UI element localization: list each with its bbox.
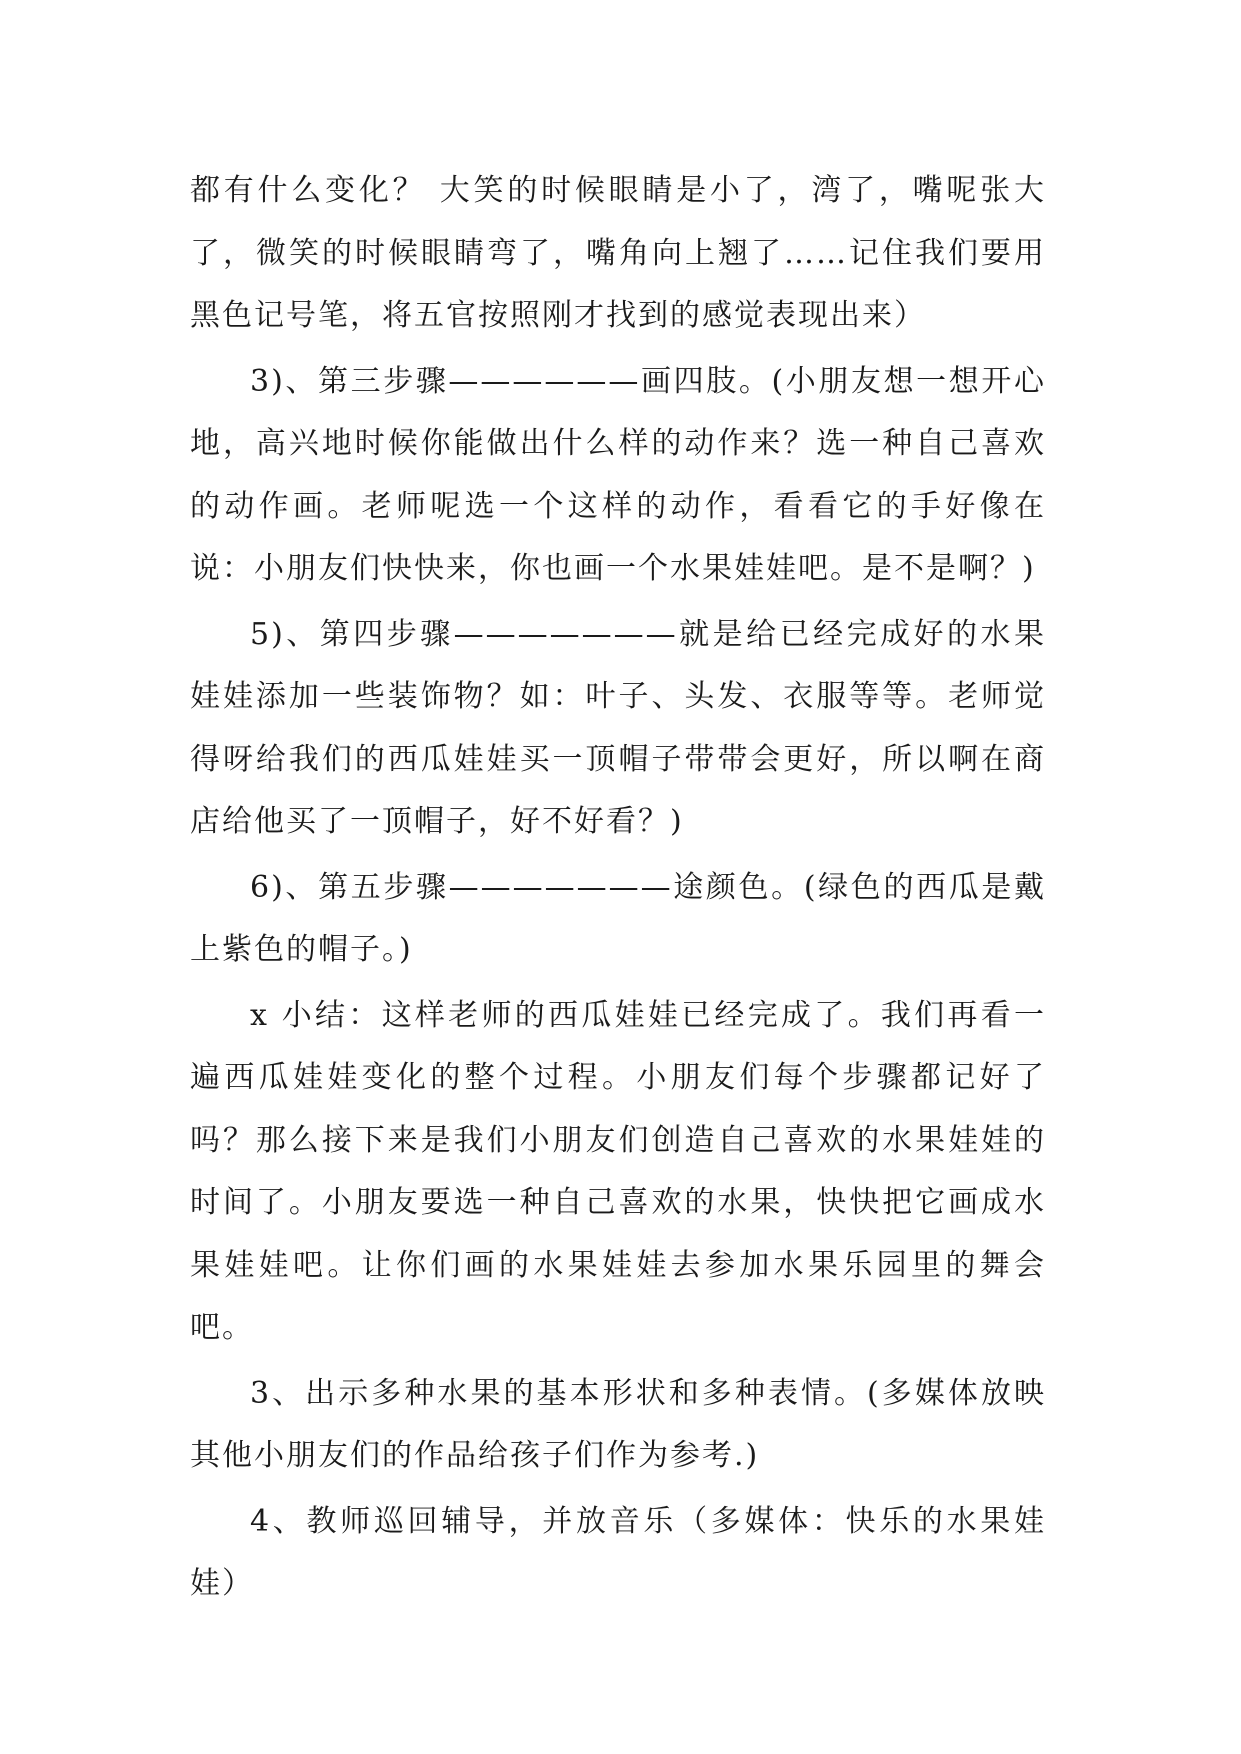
- document-body: [190, 160, 1046, 1619]
- paragraph-3: 5)、第四步骤———————就是给已经完成好的水果娃娃添加一些装饰物？如：叶子、头发、衣服等等。老师觉得呀给我们的西瓜娃娃买一顶帽子带带会更好，所以啊在商店给他买了一顶帽子，好不好看？): [190, 616, 1046, 839]
- paragraph-6: 3、出示多种水果的基本形状和多种表情。(多媒体放映其他小朋友们的作品给孩子们作为参考.): [190, 1375, 1046, 1473]
- paragraph-1: 都有什么变化？ 大笑的时候眼睛是小了，湾了，嘴呢张大了，微笑的时候眼睛弯了，嘴角向上翘了……记住我们要用黑色记号笔，将五官按照刚才找到的感觉表现出来）: [190, 173, 1046, 333]
- paragraph-4: 6)、第五步骤———————途颜色。(绿色的西瓜是戴上紫色的帽子。): [190, 869, 1046, 967]
- paragraph-5: x 小结：这样老师的西瓜娃娃已经完成了。我们再看一遍西瓜娃娃变化的整个过程。小朋友们每个步骤都记好了吗？那么接下来是我们小朋友们创造自己喜欢的水果娃娃的时间了。小朋友要选一种自己喜欢的水果，快快把它画成水果娃娃吧。让你们画的水果娃娃去参加水果乐园里的舞会吧。: [190, 997, 1046, 1345]
- paragraph-2: 3)、第三步骤——————画四肢。(小朋友想一想开心地，高兴地时候你能做出什么样的动作来？选一种自己喜欢的动作画。老师呢选一个这样的动作，看看它的手好像在说：小朋友们快快来，你也画一个水果娃娃吧。是不是啊？): [190, 363, 1046, 586]
- paragraph-7: 4、教师巡回辅导，并放音乐（多媒体：快乐的水果娃娃）: [190, 1503, 1046, 1601]
